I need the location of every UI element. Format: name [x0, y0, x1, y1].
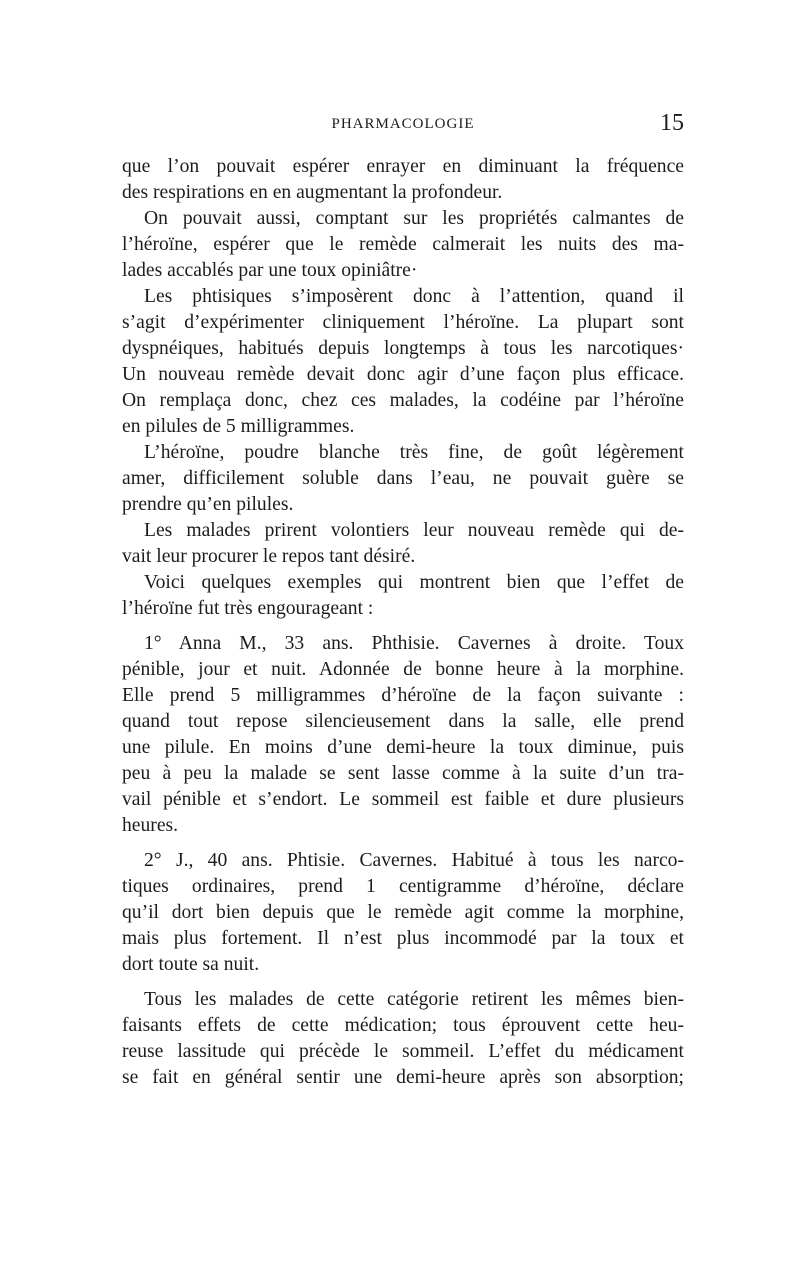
text-line: Les phtisiques s’imposèrent donc à l’attention, quand il: [144, 286, 684, 307]
text-line: qu’il dort bien depuis que le remède agit comme la morphine,: [122, 902, 684, 923]
paragraph-5: [122, 518, 684, 570]
paragraph-conclusion: [122, 987, 684, 1091]
text-line: mais plus fortement. Il n’est plus incommodé par la toux et: [122, 928, 684, 949]
text-line: se fait en général sentir une demi-heure après son absorption;: [122, 1067, 684, 1088]
paragraph-3: [122, 284, 684, 440]
page-number: 15: [660, 110, 684, 136]
case-2-paragraph: [122, 848, 684, 978]
text-line: lades accablés par une toux opiniâtre·: [122, 260, 418, 281]
paragraph-4: [122, 440, 684, 518]
text-line: quand tout repose silencieusement dans la salle, elle prend: [122, 711, 684, 732]
text-line: heures.: [122, 815, 179, 836]
text-line: amer, difficilement soluble dans l’eau, ne pouvait guère se: [122, 468, 684, 489]
text-line: dyspnéiques, habitués depuis longtemps à tous les narcotiques·: [122, 338, 684, 359]
text-line: l’héroïne, espérer que le remède calmerait les nuits des ma-: [122, 234, 684, 255]
text-line: une pilule. En moins d’une demi-heure la toux diminue, puis: [122, 737, 684, 758]
text-line: On remplaça donc, chez ces malades, la codéine par l’héroïne: [122, 390, 684, 411]
case-1-paragraph: [122, 631, 684, 839]
text-line: 1° Anna M., 33 ans. Phthisie. Cavernes à droite. Toux: [144, 633, 684, 654]
text-line: peu à peu la malade se sent lasse comme à la suite d’un tra-: [122, 763, 684, 784]
text-line: vail pénible et s’endort. Le sommeil est faible et dure plusieurs: [122, 789, 684, 810]
text-line: Voici quelques exemples qui montrent bien que l’effet de: [144, 572, 684, 593]
text-line: que l’on pouvait espérer enrayer en diminuant la fréquence: [122, 156, 684, 177]
body-text: [122, 154, 684, 1091]
text-line: des respirations en en augmentant la profondeur.: [122, 182, 503, 203]
running-head: PHARMACOLOGIE: [331, 116, 475, 132]
paragraph-1: [122, 154, 684, 206]
text-line: On pouvait aussi, comptant sur les propriétés calmantes de: [144, 208, 684, 229]
text-line: tiques ordinaires, prend 1 centigramme d’héroïne, déclare: [122, 876, 684, 897]
text-line: en pilules de 5 milligrammes.: [122, 416, 355, 437]
text-line: vait leur procurer le repos tant désiré.: [122, 546, 416, 567]
text-line: dort toute sa nuit.: [122, 954, 260, 975]
text-line: 2° J., 40 ans. Phtisie. Cavernes. Habitué à tous les narco-: [144, 850, 684, 871]
text-line: l’héroïne fut très engourageant :: [122, 598, 374, 619]
text-line: reuse lassitude qui précède le sommeil. L’effet du médicament: [122, 1041, 684, 1062]
text-line: Un nouveau remède devait donc agir d’une façon plus efficace.: [122, 364, 684, 385]
text-line: L’héroïne, poudre blanche très fine, de goût légèrement: [144, 442, 684, 463]
text-line: prendre qu’en pilules.: [122, 494, 294, 515]
paragraph-6: [122, 570, 684, 622]
text-line: s’agit d’expérimenter cliniquement l’héroïne. La plupart sont: [122, 312, 684, 333]
text-line: faisants effets de cette médication; tous éprouvent cette heu-: [122, 1015, 684, 1036]
page-header: [122, 108, 684, 148]
text-line: Elle prend 5 milligrammes d’héroïne de la façon suivante :: [122, 685, 684, 706]
text-line: Les malades prirent volontiers leur nouveau remède qui de-: [144, 520, 684, 541]
paragraph-2: [122, 206, 684, 284]
text-line: pénible, jour et nuit. Adonnée de bonne heure à la morphine.: [122, 659, 684, 680]
text-line: Tous les malades de cette catégorie retirent les mêmes bien-: [144, 989, 684, 1010]
